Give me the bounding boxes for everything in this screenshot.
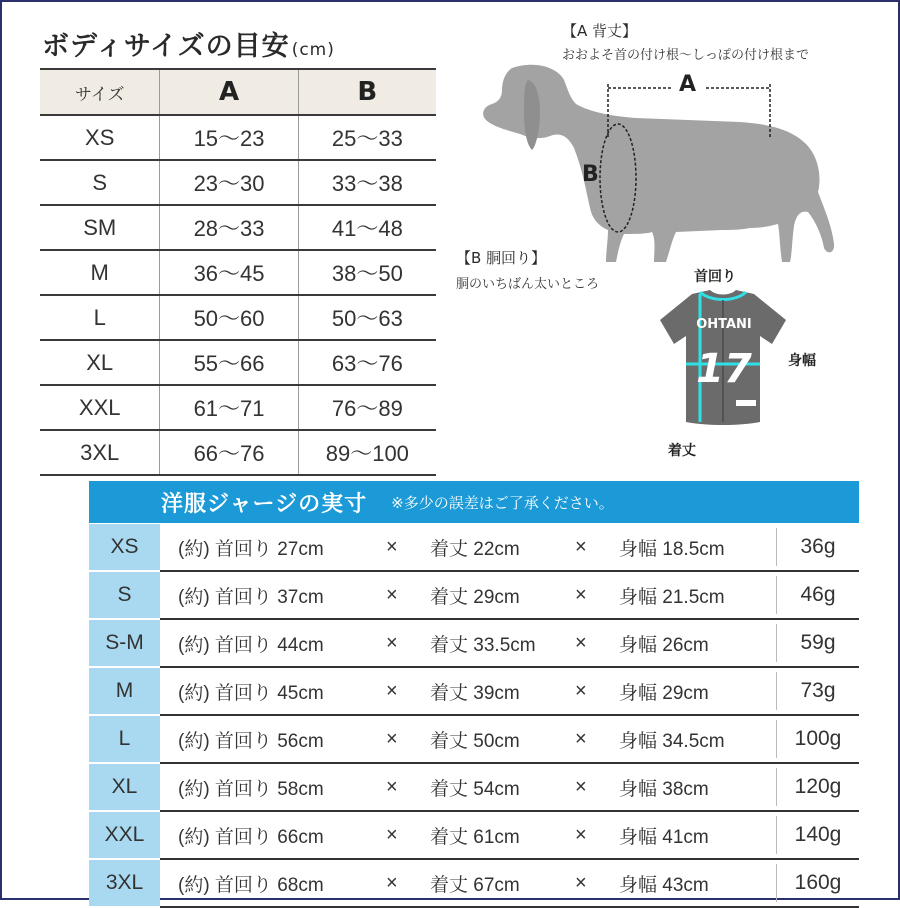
times-sign: × [575,631,587,654]
letter-a: A [679,72,697,97]
a-cell: 36〜45 [160,251,298,294]
times-sign: × [575,535,587,558]
body-size-table [40,68,436,476]
width-value: 身幅 41cm [619,826,709,848]
girth-description: 胴のいちばん太いところ [456,277,600,292]
a-cell: 61〜71 [160,386,298,429]
neck-value: (約) 首回り 58cm [178,778,324,800]
width-value: 身幅 18.5cm [619,538,725,560]
header-b: B [357,77,378,107]
table-row [89,716,859,764]
weight-cell: 46g [776,576,859,614]
a-cell: 66〜76 [160,431,298,474]
width-value: 身幅 26cm [619,634,709,656]
neck-value: (約) 首回り 44cm [178,634,324,656]
size-cell: XL [89,764,160,812]
letter-b: B [582,162,599,187]
table-row [40,251,436,296]
length-value: 着丈 39cm [430,682,520,704]
b-cell: 33〜38 [331,171,403,196]
table-row [40,116,436,161]
table-row [40,161,436,206]
body-size-title: ボディサイズの目安 (cm) [42,31,335,62]
times-sign: × [575,823,587,846]
length-value: 着丈 67cm [430,874,520,896]
weight-cell: 160g [776,864,859,902]
times-sign: × [386,823,398,846]
length-label: 着丈 [668,443,696,459]
width-label: 身幅 [788,353,816,369]
times-sign: × [575,775,587,798]
b-cell: 50〜63 [331,306,403,331]
times-sign: × [386,871,398,894]
b-cell: 25〜33 [331,126,403,151]
table-row [40,341,436,386]
measure-cell [160,620,776,666]
neck-value: (約) 首回り 56cm [178,730,324,752]
jersey-illustration [648,282,798,432]
length-value: 着丈 29cm [430,586,520,608]
back-length-title: 【A 背丈】 [562,22,638,40]
size-cell: XXL [40,386,160,429]
neck-value: (約) 首回り 27cm [178,538,324,560]
back-length-description: おおよそ首の付け根〜しっぽの付け根まで [562,48,810,63]
measure-cell [160,716,776,762]
weight-cell: 73g [776,672,859,710]
body-size-unit: (cm) [291,40,335,60]
neck-label: 首回り [694,269,736,285]
measure-cell [160,812,776,858]
weight-cell: 59g [776,624,859,662]
size-cell: XXL [89,812,160,860]
jersey-number: 17 [696,346,752,392]
a-cell: 55〜66 [160,341,298,384]
size-cell: M [40,251,160,294]
table-row [40,431,436,476]
times-sign: × [386,775,398,798]
measure-cell [160,572,776,618]
measure-cell [160,668,776,714]
jersey-measure-table [89,524,859,908]
width-value: 身幅 43cm [619,874,709,896]
size-cell: L [89,716,160,764]
a-cell: 50〜60 [160,296,298,339]
size-cell: 3XL [40,431,160,474]
b-cell: 63〜76 [331,351,403,376]
table-row [40,386,436,431]
size-cell: S-M [89,620,160,668]
length-value: 着丈 54cm [430,778,520,800]
weight-cell: 140g [776,816,859,854]
body-size-header-row [40,70,436,116]
size-cell: XL [40,341,160,384]
a-cell: 15〜23 [160,116,298,159]
jersey-tag [736,400,756,406]
table-row [89,812,859,860]
times-sign: × [386,583,398,606]
neck-value: (約) 首回り 66cm [178,826,324,848]
size-cell: SM [40,206,160,249]
b-cell: 76〜89 [331,396,403,421]
table-row [89,620,859,668]
measure-cell [160,860,776,906]
tolerance-note: ※多少の誤差はご了承ください。 [391,493,614,512]
width-value: 身幅 38cm [619,778,709,800]
table-row [40,296,436,341]
length-value: 着丈 61cm [430,826,520,848]
b-cell: 38〜50 [331,261,403,286]
table-row [89,764,859,812]
table-row [89,572,859,620]
size-cell: M [89,668,160,716]
header-size: サイズ [40,70,160,114]
table-row [89,524,859,572]
times-sign: × [575,871,587,894]
width-value: 身幅 21.5cm [619,586,725,608]
jersey-name: OHTANI [696,317,752,332]
length-value: 着丈 33.5cm [430,634,536,656]
table-row [89,860,859,908]
size-cell: L [40,296,160,339]
neck-value: (約) 首回り 45cm [178,682,324,704]
b-cell: 41〜48 [331,216,403,241]
size-cell: 3XL [89,860,160,908]
times-sign: × [386,535,398,558]
width-value: 身幅 34.5cm [619,730,725,752]
table-row [40,206,436,251]
girth-title: 【B 胴回り】 [456,249,547,267]
width-value: 身幅 29cm [619,682,709,704]
times-sign: × [386,727,398,750]
length-value: 着丈 50cm [430,730,520,752]
weight-cell: 100g [776,720,859,758]
size-cell: S [89,572,160,620]
neck-value: (約) 首回り 68cm [178,874,324,896]
size-cell: S [40,161,160,204]
weight-cell: 36g [776,528,859,566]
jersey-measure-title: 洋服ジャージの実寸 [161,491,368,517]
times-sign: × [386,679,398,702]
measure-cell [160,764,776,810]
header-a: A [160,70,298,114]
size-cell: XS [89,524,160,572]
size-cell: XS [40,116,160,159]
times-sign: × [575,679,587,702]
times-sign: × [575,727,587,750]
table-row [89,668,859,716]
a-cell: 23〜30 [160,161,298,204]
jersey-measure-header [89,481,859,523]
measure-cell [160,524,776,570]
times-sign: × [386,631,398,654]
a-cell: 28〜33 [160,206,298,249]
times-sign: × [575,583,587,606]
b-cell: 89〜100 [325,441,409,466]
weight-cell: 120g [776,768,859,806]
length-value: 着丈 22cm [430,538,520,560]
neck-value: (約) 首回り 37cm [178,586,324,608]
